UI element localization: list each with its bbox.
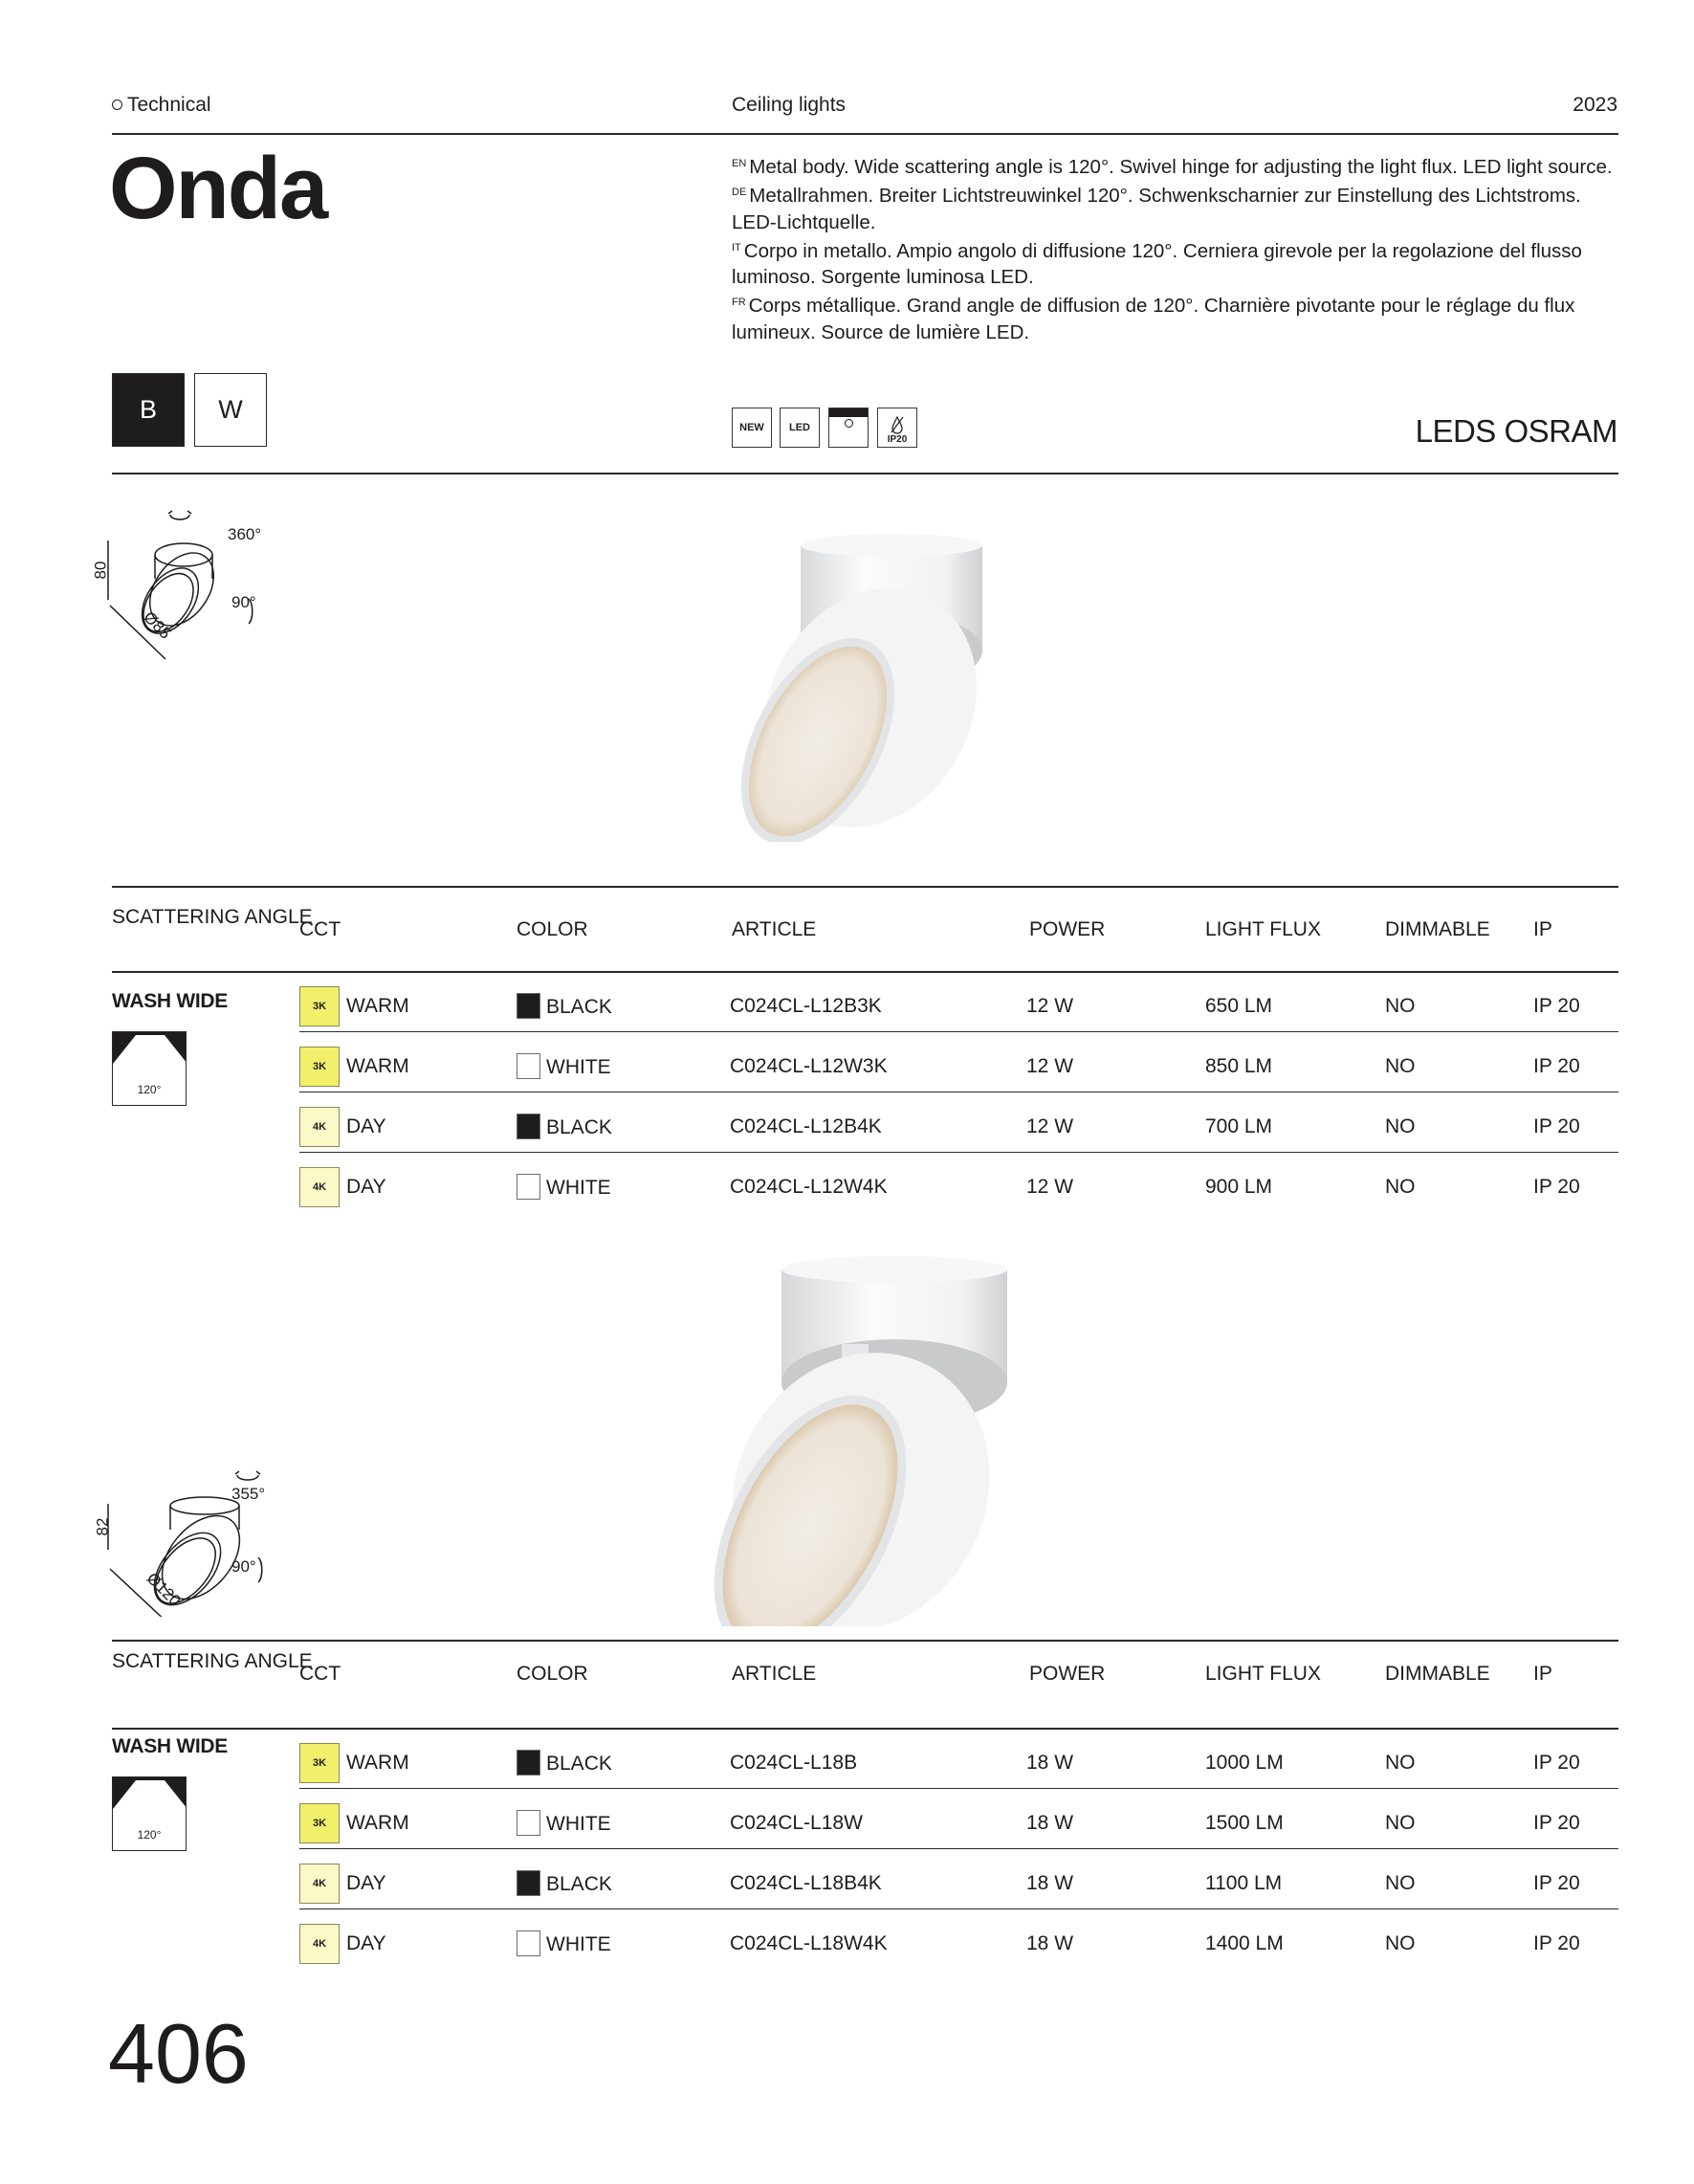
cct-swatch: 3K — [299, 1803, 340, 1843]
ip-cell: IP 20 — [1533, 1812, 1580, 1834]
ip-cell: IP 20 — [1533, 1932, 1580, 1954]
finish-white-option[interactable]: W — [194, 373, 267, 447]
row-divider — [299, 1788, 1618, 1789]
power-cell: 12 W — [1026, 1055, 1074, 1077]
header-dimmable: DIMMABLE — [1385, 1663, 1490, 1685]
cct-name: DAY — [346, 1932, 386, 1954]
ip-rating-icon — [877, 408, 917, 448]
flux-cell: 700 LM — [1205, 1115, 1273, 1137]
color-name: WHITE — [546, 1056, 611, 1078]
product-image-1 — [717, 526, 1004, 842]
section-divider — [112, 473, 1618, 474]
color-swatch — [517, 1870, 540, 1896]
cct-swatch: 4K — [299, 1924, 340, 1964]
table1-top-rule — [112, 886, 1618, 888]
lang-tag: DE — [732, 187, 747, 199]
beam-angle-label: 120° — [137, 1083, 162, 1096]
description-text: Metal body. Wide scattering angle is 120°. Swivel hinge for adjusting the light flux. LED light source. — [749, 156, 1613, 178]
scattering-name: WASH WIDE — [112, 990, 228, 1012]
ip-cell: IP 20 — [1533, 995, 1580, 1017]
dimmable-cell: NO — [1385, 1932, 1416, 1954]
tilt-angle-label: 90° — [231, 593, 256, 611]
power-cell: 18 W — [1026, 1932, 1074, 1954]
flux-cell: 1500 LM — [1205, 1812, 1284, 1834]
header-scattering-angle: SCATTERING ANGLE — [112, 906, 313, 928]
header-article: ARTICLE — [732, 918, 817, 940]
cct-name: DAY — [346, 1872, 386, 1894]
cct-swatch: 4K — [299, 1167, 340, 1207]
color-swatch — [517, 1750, 540, 1776]
article-cell: C024CL-L12W4K — [730, 1176, 888, 1198]
article-cell: C024CL-L18B — [730, 1752, 858, 1774]
article-cell: C024CL-L18W4K — [730, 1932, 888, 1954]
flux-cell: 1400 LM — [1205, 1932, 1284, 1954]
cct-name: WARM — [346, 995, 409, 1017]
product-title: Onda — [109, 140, 327, 237]
dimmable-cell: NO — [1385, 1055, 1416, 1077]
dimmable-cell: NO — [1385, 1115, 1416, 1137]
color-swatch — [517, 1810, 540, 1836]
cct-name: DAY — [346, 1176, 386, 1198]
cct-swatch: 4K — [299, 1107, 340, 1147]
flux-cell: 1100 LM — [1205, 1872, 1283, 1894]
new-badge-icon: NEW — [732, 408, 772, 448]
row-divider — [299, 1152, 1618, 1153]
product-photo-onda-120 — [708, 1248, 1033, 1626]
flux-cell: 650 LM — [1205, 995, 1273, 1017]
header-cct: CCT — [299, 918, 341, 940]
header-power: POWER — [1029, 918, 1106, 940]
ceiling-mount-icon — [828, 408, 869, 448]
color-swatch — [517, 1174, 540, 1200]
cct-swatch: 4K — [299, 1864, 340, 1904]
circle-icon — [112, 99, 122, 110]
cct-name: DAY — [346, 1115, 386, 1137]
color-name: BLACK — [546, 996, 612, 1018]
article-cell: C024CL-L12B4K — [730, 1115, 882, 1137]
section-label — [112, 93, 211, 118]
article-cell: C024CL-L12W3K — [730, 1055, 888, 1077]
table2-top-rule — [112, 1640, 1618, 1642]
description-text: Corpo in metallo. Ampio angolo di diffusione 120°. Cerniera girevole per la regolazione del flusso luminoso. Sorgente luminosa LED. — [732, 239, 1582, 289]
header-power: POWER — [1029, 1663, 1106, 1685]
diameter-label: Ø120 — [143, 1569, 185, 1611]
product-description — [732, 151, 1621, 345]
color-name: BLACK — [546, 1116, 612, 1138]
lang-tag: FR — [732, 297, 746, 309]
rotation-angle-label: 360° — [228, 525, 262, 543]
cct-name: WARM — [346, 1812, 409, 1834]
power-cell: 12 W — [1026, 995, 1074, 1017]
cct-name: WARM — [346, 1752, 409, 1774]
dimmable-cell: NO — [1385, 1872, 1416, 1894]
power-cell: 18 W — [1026, 1872, 1074, 1894]
header-ip: IP — [1533, 1663, 1552, 1685]
dimmable-cell: NO — [1385, 1176, 1416, 1198]
header-color: COLOR — [517, 1663, 588, 1685]
ip-cell: IP 20 — [1533, 1752, 1580, 1774]
product-photo-onda-85 — [717, 526, 1004, 842]
description-it — [732, 235, 1621, 291]
color-name: WHITE — [546, 1933, 611, 1955]
water-drop-icon — [889, 415, 906, 434]
cct-swatch: 3K — [299, 986, 340, 1026]
article-cell: C024CL-L18W — [730, 1812, 863, 1834]
row-divider — [299, 1908, 1618, 1909]
flux-cell: 900 LM — [1205, 1176, 1273, 1198]
ip-rating-label: IP20 — [887, 434, 908, 445]
dimension-drawing-2 — [93, 1445, 297, 1617]
category-label: Ceiling lights — [732, 94, 847, 116]
height-label: 82 — [93, 1517, 112, 1536]
lang-tag: EN — [732, 158, 747, 169]
description-de — [732, 180, 1621, 235]
header-divider — [112, 133, 1618, 135]
color-name: BLACK — [546, 1753, 612, 1775]
row-divider — [299, 1848, 1618, 1849]
color-swatch — [517, 993, 540, 1019]
page-number: 406 — [108, 2006, 249, 2101]
power-cell: 18 W — [1026, 1752, 1074, 1774]
header-light-flux: LIGHT FLUX — [1205, 918, 1321, 940]
power-cell: 18 W — [1026, 1812, 1074, 1834]
cct-swatch: 3K — [299, 1743, 340, 1783]
luminaire-outline-icon — [105, 1445, 297, 1617]
row-divider — [299, 1031, 1618, 1032]
tilt-angle-label: 90° — [231, 1557, 256, 1576]
color-name: BLACK — [546, 1873, 612, 1895]
color-swatch — [517, 1930, 540, 1956]
color-swatch — [517, 1053, 540, 1079]
section-label-text: Technical — [127, 94, 211, 116]
height-label: 80 — [91, 561, 110, 580]
flux-cell: 1000 LM — [1205, 1752, 1284, 1774]
rotation-angle-label: 355° — [231, 1485, 266, 1503]
header-scattering-angle: SCATTERING ANGLE — [112, 1650, 313, 1672]
article-cell: C024CL-L12B3K — [730, 995, 882, 1017]
product-image-2 — [708, 1248, 1033, 1626]
header-light-flux: LIGHT FLUX — [1205, 1663, 1321, 1685]
ip-cell: IP 20 — [1533, 1872, 1580, 1894]
table1-header-rule — [112, 971, 1618, 973]
header-ip: IP — [1533, 918, 1552, 940]
cct-name: WARM — [346, 1055, 409, 1077]
led-badge-icon: LED — [780, 408, 820, 448]
scattering-name: WASH WIDE — [112, 1735, 228, 1757]
header-dimmable: DIMMABLE — [1385, 918, 1490, 940]
beam-angle-icon — [112, 1031, 187, 1106]
light-source-brand: LEDS OSRAM — [1415, 413, 1617, 449]
finish-black-option[interactable]: B — [112, 373, 185, 447]
lang-tag: IT — [732, 241, 741, 254]
year-label: 2023 — [1573, 94, 1617, 116]
description-text: Corps métallique. Grand angle de diffusion de 120°. Charnière pivotante pour le réglage du flux lumineux. Source de lumière LED. — [732, 295, 1575, 343]
description-en — [732, 151, 1621, 180]
color-swatch — [517, 1114, 540, 1139]
article-cell: C024CL-L18B4K — [730, 1872, 882, 1894]
power-cell: 12 W — [1026, 1176, 1074, 1198]
flux-cell: 850 LM — [1205, 1055, 1273, 1077]
dimmable-cell: NO — [1385, 995, 1416, 1017]
beam-angle-label: 120° — [137, 1828, 162, 1842]
table2-header-rule — [112, 1728, 1618, 1730]
power-cell: 12 W — [1026, 1115, 1074, 1137]
ip-cell: IP 20 — [1533, 1176, 1580, 1198]
ip-cell: IP 20 — [1533, 1115, 1580, 1137]
diameter-label: Ø85 — [140, 607, 175, 643]
header-article: ARTICLE — [732, 1663, 817, 1685]
dimmable-cell: NO — [1385, 1812, 1416, 1834]
description-fr — [732, 290, 1621, 345]
ip-cell: IP 20 — [1533, 1055, 1580, 1077]
color-name: WHITE — [546, 1177, 611, 1199]
description-text: Metallrahmen. Breiter Lichtstreuwinkel 120°. Schwenkscharnier zur Einstellung des Lichtstroms. LED-Lichtquelle. — [732, 185, 1581, 233]
header-cct: CCT — [299, 1663, 341, 1685]
cct-swatch: 3K — [299, 1047, 340, 1087]
dimension-drawing-1 — [91, 505, 287, 668]
beam-angle-icon — [112, 1776, 187, 1851]
color-name: WHITE — [546, 1813, 611, 1835]
header-color: COLOR — [517, 918, 588, 940]
dimmable-cell: NO — [1385, 1752, 1416, 1774]
